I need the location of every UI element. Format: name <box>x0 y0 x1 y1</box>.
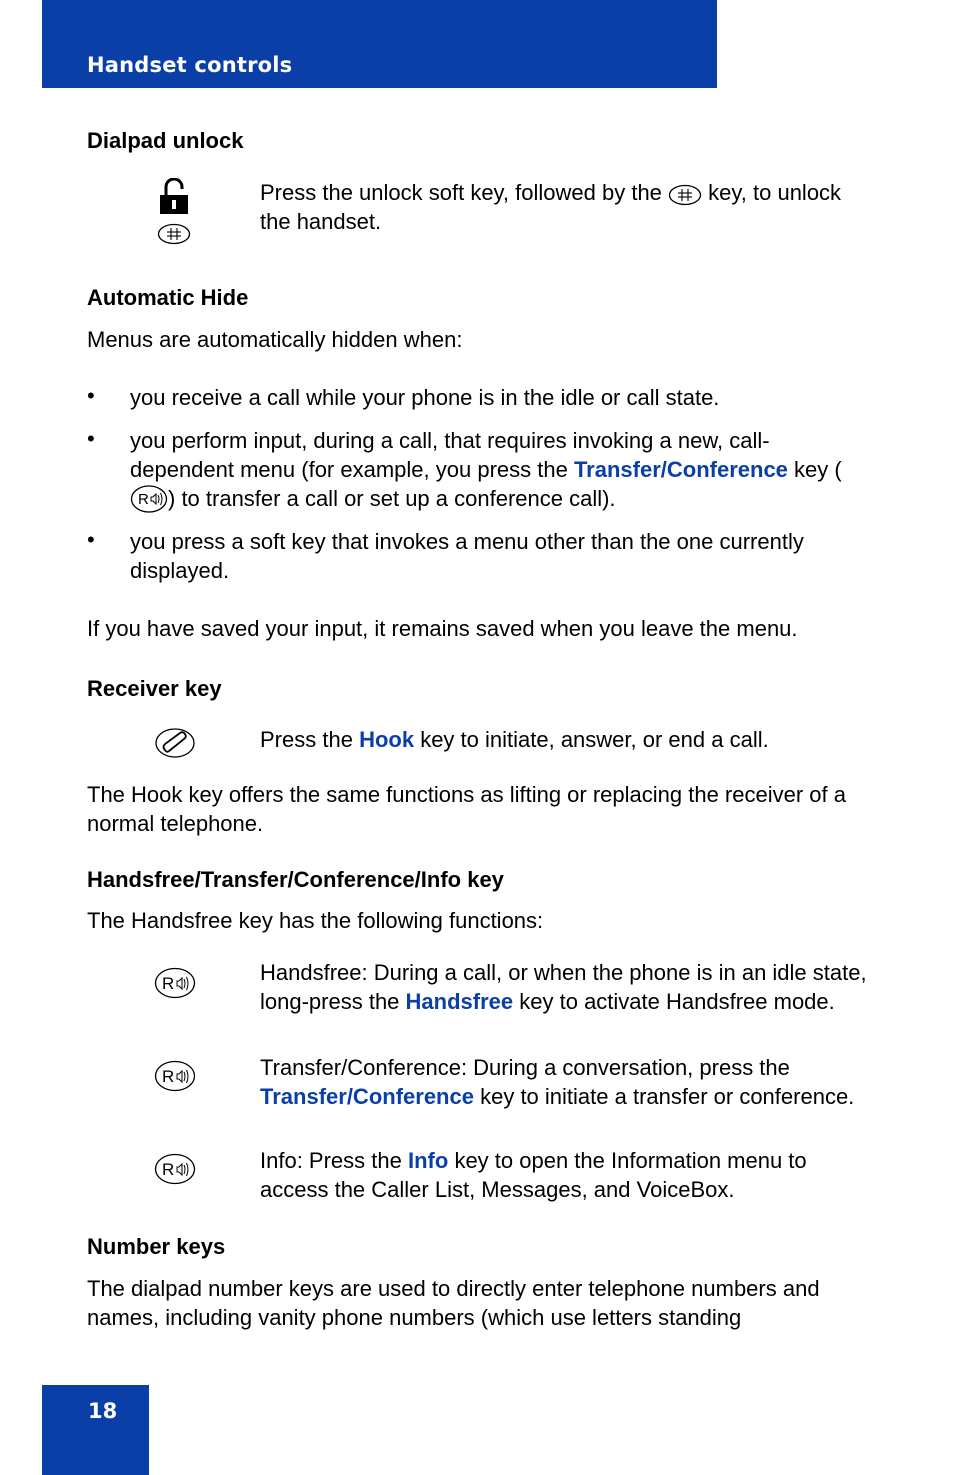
heading-handsfree-key: Handsfree/Transfer/Conference/Info key <box>87 867 504 892</box>
receiver-key-description <box>260 725 875 754</box>
item1-text-post: key to activate Handsfree mode. <box>519 989 835 1014</box>
svg-text:R: R <box>162 974 175 993</box>
list-item: you receive a call while your phone is in the idle or call state. <box>130 385 720 410</box>
heading-number-keys: Number keys <box>87 1234 226 1259</box>
item1-text-pre: Handsfree: During a call, or when the phone is in an idle state, long-press the <box>260 960 867 1014</box>
automatic-hide-intro: Menus are automatically hidden when: <box>87 327 463 352</box>
page-number: 18 <box>88 1399 118 1423</box>
keyword-hook: Hook <box>359 727 415 752</box>
list-item <box>130 426 865 514</box>
heading-dialpad-unlock: Dialpad unlock <box>87 128 244 153</box>
lock-icon <box>158 178 190 216</box>
bullet-marker: • <box>87 383 95 408</box>
number-keys-paragraph: The dialpad number keys are used to directly enter telephone numbers and names, including vanity phone numbers (which use letters standing <box>87 1276 820 1330</box>
dialpad-unlock-text-after: key, to unlock the handset. <box>260 180 842 234</box>
item2-text-pre: Transfer/Conference: During a conversation, press the <box>260 1055 790 1080</box>
keyword-info: Info <box>407 1148 449 1173</box>
bullet2-text-pre: you perform input, during a call, that requires invoking a new, call-dependent menu (for example, you press the <box>130 428 770 482</box>
info-function <box>260 1146 875 1204</box>
header-bar <box>42 0 717 88</box>
list-item: you press a soft key that invokes a menu other than the one currently displayed. <box>130 529 804 583</box>
keyword-transfer-conference: Transfer/Conference <box>573 457 788 482</box>
item3-text-post: key to open the Information menu to access the Caller List, Messages, and VoiceBox. <box>260 1148 807 1202</box>
keyword-handsfree: Handsfree <box>405 989 514 1014</box>
heading-receiver-key: Receiver key <box>87 676 222 701</box>
hook-key-icon <box>154 725 196 761</box>
header-title: Handset controls <box>87 53 293 77</box>
hash-key-icon <box>668 184 702 206</box>
bullet-marker: • <box>87 527 95 552</box>
keyword-transfer-conference: Transfer/Conference <box>260 1084 474 1109</box>
receiver-key-paragraph: The Hook key offers the same functions as lifting or replacing the receiver of a normal telephone. <box>87 782 846 836</box>
automatic-hide-outro: If you have saved your input, it remains saved when you leave the menu. <box>87 616 798 641</box>
svg-text:R: R <box>162 1067 175 1086</box>
hash-key-icon <box>157 223 191 245</box>
dialpad-unlock-text-before: Press the unlock soft key, followed by the <box>260 180 662 205</box>
dialpad-unlock-description <box>260 178 875 236</box>
item2-text-post: key to initiate a transfer or conference. <box>480 1084 855 1109</box>
transfer-conference-function <box>260 1053 875 1111</box>
heading-automatic-hide: Automatic Hide <box>87 285 249 310</box>
item3-text-pre: Info: Press the <box>260 1148 402 1173</box>
r-key-icon <box>154 967 196 999</box>
r-key-icon <box>154 1060 196 1092</box>
handsfree-function <box>260 958 875 1016</box>
svg-text:R: R <box>162 1160 175 1179</box>
r-key-icon <box>130 484 168 514</box>
page-number-box <box>42 1385 149 1475</box>
bullet2-text-mid: key ( <box>794 457 842 482</box>
bullet2-text-post: ) to transfer a call or set up a conference call). <box>168 486 616 511</box>
svg-text:R: R <box>138 491 149 508</box>
receiver-text-pre: Press the <box>260 727 353 752</box>
handsfree-intro: The Handsfree key has the following functions: <box>87 908 544 933</box>
bullet-marker: • <box>87 426 95 451</box>
receiver-text-post: key to initiate, answer, or end a call. <box>420 727 769 752</box>
r-key-icon <box>154 1153 196 1185</box>
